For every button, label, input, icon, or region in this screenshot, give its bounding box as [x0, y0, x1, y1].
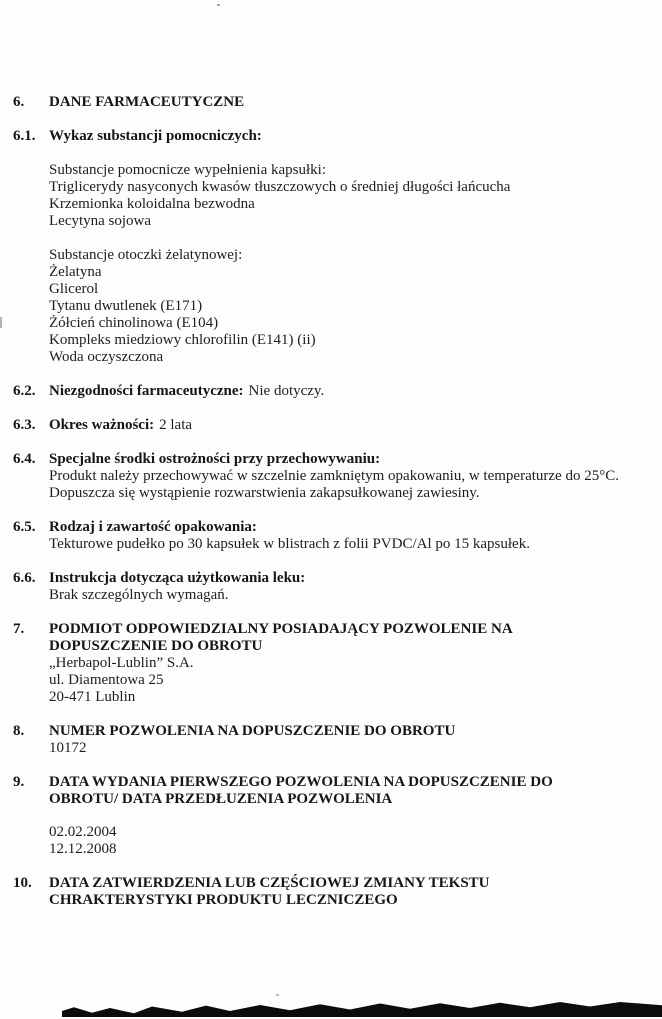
text-line: Krzemionka koloidalna bezwodna	[49, 196, 255, 212]
section-number: 6.2.	[13, 383, 36, 399]
text-line: Tytanu dwutlenek (E171)	[49, 298, 203, 314]
title-row	[49, 383, 650, 400]
section-number: 8.	[13, 723, 25, 739]
text-line: Tekturowe pudełko po 30 kapsułek w blistrach z folii PVDC/Al po 15 kapsułek.	[49, 536, 530, 552]
document-content	[13, 94, 650, 926]
section-9	[13, 774, 650, 858]
section-title: Specjalne środki ostrożności przy przechowywaniu:	[49, 451, 381, 467]
section-title-line-1: PODMIOT ODPOWIEDZIALNY POSIADAJĄCY POZWOLENIE NA	[49, 621, 513, 637]
section-number: 7.	[13, 621, 25, 637]
section-title-line-2: OBROTU/ DATA PRZEDŁUZENIA POZWOLENIA	[49, 791, 393, 807]
first-authorization-date: 02.02.2004	[49, 824, 117, 840]
scan-artifact-bar	[62, 1002, 662, 1017]
section-number: 6.6.	[13, 570, 36, 586]
section-title: Niezgodności farmaceutyczne:	[49, 383, 244, 399]
section-title: NUMER POZWOLENIA NA DOPUSZCZENIE DO OBROTU	[49, 723, 456, 739]
scan-speck-top	[217, 4, 220, 6]
renewal-date: 12.12.2008	[49, 841, 117, 857]
text-line: Substancje otoczki żelatynowej:	[49, 247, 243, 263]
section-title: Okres ważności:	[49, 417, 155, 433]
section-6	[13, 94, 650, 111]
text-line: Żółcień chinolinowa (E104)	[49, 315, 219, 331]
section-value: Nie dotyczy.	[248, 383, 325, 399]
section-number: 6.4.	[13, 451, 36, 467]
section-title-line-2: CHRAKTERYSTYKI PRODUKTU LECZNICZEGO	[49, 892, 398, 908]
text-line: Triglicerydy nasyconych kwasów tłuszczowych o średniej długości łańcucha	[49, 179, 511, 195]
text-line: Dopuszcza się wystąpienie rozwarstwienia zakapsułkowanej zawiesiny.	[49, 485, 480, 501]
authorization-number: 10172	[49, 740, 87, 756]
excipients-gelatin-shell-list	[49, 247, 650, 366]
scan-speck-bottom	[276, 994, 279, 996]
text-line: Substancje pomocnicze wypełnienia kapsułki:	[49, 162, 327, 178]
scan-smudge-left-margin	[0, 317, 2, 328]
company-city: 20-471 Lublin	[49, 689, 136, 705]
section-title: Wykaz substancji pomocniczych:	[49, 128, 262, 144]
section-title: Rodzaj i zawartość opakowania:	[49, 519, 257, 535]
section-6-4	[13, 451, 650, 502]
section-number: 6.	[13, 94, 25, 110]
section-title: DANE FARMACEUTYCZNE	[49, 94, 245, 110]
excipients-capsule-fill-list	[49, 162, 650, 230]
section-6-3	[13, 417, 650, 434]
title-row	[49, 417, 650, 434]
section-6-1	[13, 128, 650, 366]
text-line: Produkt należy przechowywać w szczelnie zamkniętym opakowaniu, w temperaturze do 25°C.	[49, 468, 619, 484]
section-value: 2 lata	[159, 417, 193, 433]
authorization-dates	[49, 824, 650, 858]
company-name: „Herbapol-Lublin” S.A.	[49, 655, 194, 671]
section-7	[13, 621, 650, 706]
text-line: Woda oczyszczona	[49, 349, 164, 365]
section-10	[13, 875, 650, 909]
section-6-2	[13, 383, 650, 400]
text-line: Lecytyna sojowa	[49, 213, 152, 229]
text-line: Żelatyna	[49, 264, 102, 280]
section-6-5	[13, 519, 650, 553]
section-title-line-1: DATA WYDANIA PIERWSZEGO POZWOLENIA NA DOPUSZCZENIE DO	[49, 774, 553, 790]
text-line: Brak szczególnych wymagań.	[49, 587, 229, 603]
section-title-line-1: DATA ZATWIERDZENIA LUB CZĘŚCIOWEJ ZMIANY TEKSTU	[49, 875, 490, 891]
section-title-line-2: DOPUSZCZENIE DO OBROTU	[49, 638, 263, 654]
company-street: ul. Diamentowa 25	[49, 672, 164, 688]
section-number: 6.1.	[13, 128, 36, 144]
section-number: 9.	[13, 774, 25, 790]
section-number: 10.	[13, 875, 32, 891]
section-6-6	[13, 570, 650, 604]
section-8	[13, 723, 650, 757]
text-line: Kompleks miedziowy chlorofilin (E141) (ii)	[49, 332, 316, 348]
section-number: 6.5.	[13, 519, 36, 535]
text-line: Glicerol	[49, 281, 99, 297]
section-title: Instrukcja dotycząca użytkowania leku:	[49, 570, 306, 586]
section-number: 6.3.	[13, 417, 36, 433]
